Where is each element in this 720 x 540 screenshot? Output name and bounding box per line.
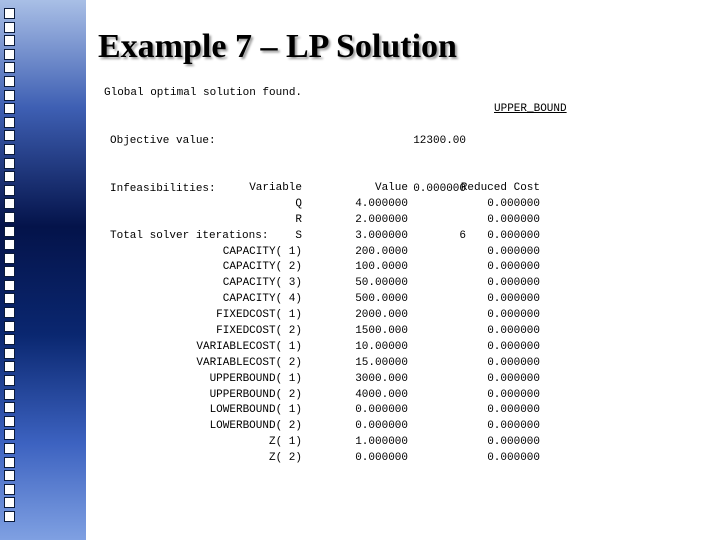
value-cell: 500.0000 — [355, 293, 408, 306]
reduced-cost-cell: 0.000000 — [487, 340, 540, 353]
objective-label: Objective value: — [110, 134, 216, 147]
decorative-square — [4, 198, 15, 209]
decorative-square-column — [4, 8, 20, 525]
reduced-cost-cell: 0.000000 — [487, 356, 540, 369]
decorative-square — [4, 293, 15, 304]
variable-cell: CAPACITY( 4) — [222, 293, 302, 306]
reduced-cost-cell: 0.000000 — [487, 325, 540, 338]
decorative-square — [4, 334, 15, 345]
value-cell: 0.000000 — [355, 452, 408, 465]
decorative-square — [4, 22, 15, 33]
variable-cell: Z( 1) — [268, 436, 302, 449]
value-cell: 2000.000 — [355, 309, 408, 322]
reduced-cost-header: Reduced Cost — [460, 182, 540, 194]
variable-cell: FIXEDCOST( 2) — [216, 325, 302, 338]
reduced-cost-cell: 0.000000 — [487, 452, 540, 465]
infeasibilities-value: 0.000000 — [413, 182, 466, 195]
value-cell: 2.000000 — [355, 213, 408, 226]
variable-cell: CAPACITY( 2) — [222, 261, 302, 274]
decorative-square — [4, 212, 15, 223]
reduced-cost-cell: 0.000000 — [487, 309, 540, 322]
reduced-cost-column — [440, 181, 540, 467]
decorative-square — [4, 321, 15, 332]
variable-cell: CAPACITY( 3) — [222, 277, 302, 290]
decorative-square — [4, 8, 15, 19]
variable-cell: UPPERBOUND( 1) — [209, 372, 302, 385]
decorative-square — [4, 348, 15, 359]
decorative-square — [4, 130, 15, 141]
value-cell: 15.00000 — [355, 356, 408, 369]
variable-cell: VARIABLECOST( 2) — [196, 356, 302, 369]
decorative-square — [4, 280, 15, 291]
reduced-cost-cell: 0.000000 — [487, 436, 540, 449]
decorative-square — [4, 266, 15, 277]
objective-value: 12300.00 — [413, 134, 466, 147]
variable-cell: R — [295, 213, 302, 226]
reduced-cost-cell: 0.000000 — [487, 197, 540, 210]
variable-cell: LOWERBOUND( 1) — [209, 404, 302, 417]
variable-cell: Q — [295, 197, 302, 210]
decorative-square — [4, 158, 15, 169]
decorative-square — [4, 497, 15, 508]
decorative-square — [4, 239, 15, 250]
value-header: Value — [374, 182, 408, 194]
solver-status: Global optimal solution found. — [104, 87, 303, 99]
reduced-cost-cell: 0.000000 — [487, 277, 540, 290]
value-cell: 0.000000 — [355, 404, 408, 417]
reduced-cost-cell: 0.000000 — [487, 293, 540, 306]
decorative-square — [4, 361, 15, 372]
reduced-cost-cell: 0.000000 — [487, 229, 540, 242]
infeasibilities-label: Infeasibilities: — [110, 182, 216, 195]
decorative-square — [4, 511, 15, 522]
decorative-square — [4, 457, 15, 468]
variable-column — [160, 181, 302, 467]
reduced-cost-cell: 0.000000 — [487, 404, 540, 417]
decorative-square — [4, 226, 15, 237]
decorative-square — [4, 253, 15, 264]
decorative-square — [4, 470, 15, 481]
reduced-cost-cell: 0.000000 — [487, 388, 540, 401]
value-cell: 10.00000 — [355, 340, 408, 353]
decorative-square — [4, 62, 15, 73]
decorative-square — [4, 117, 15, 128]
decorative-square — [4, 171, 15, 182]
variable-cell: VARIABLECOST( 1) — [196, 340, 302, 353]
decorative-square — [4, 402, 15, 413]
variable-cell: CAPACITY( 1) — [222, 245, 302, 258]
reduced-cost-cell: 0.000000 — [487, 261, 540, 274]
decorative-square — [4, 375, 15, 386]
value-cell: 3000.000 — [355, 372, 408, 385]
value-cell: 4000.000 — [355, 388, 408, 401]
variable-header: Variable — [249, 182, 302, 194]
variable-cell: Z( 2) — [268, 452, 302, 465]
value-cell: 200.0000 — [355, 245, 408, 258]
value-cell: 3.000000 — [355, 229, 408, 242]
value-cell: 0.000000 — [355, 420, 408, 433]
reduced-cost-cell: 0.000000 — [487, 213, 540, 226]
upper-bound-note: UPPER_BOUND — [494, 103, 567, 115]
value-column — [340, 181, 408, 467]
value-cell: 100.0000 — [355, 261, 408, 274]
decorative-square — [4, 103, 15, 114]
iterations-label: Total solver iterations: — [110, 230, 269, 243]
decorative-square — [4, 90, 15, 101]
variable-cell: LOWERBOUND( 2) — [209, 420, 302, 433]
decorative-square — [4, 389, 15, 400]
slide-sidebar — [0, 0, 86, 540]
iterations-value: 6 — [459, 230, 466, 243]
decorative-square — [4, 443, 15, 454]
decorative-square — [4, 307, 15, 318]
value-cell: 50.00000 — [355, 277, 408, 290]
variable-cell: S — [295, 229, 302, 242]
reduced-cost-cell: 0.000000 — [487, 420, 540, 433]
value-cell: 1.000000 — [355, 436, 408, 449]
value-cell: 1500.000 — [355, 325, 408, 338]
decorative-square — [4, 35, 15, 46]
decorative-square — [4, 416, 15, 427]
reduced-cost-cell: 0.000000 — [487, 245, 540, 258]
variable-cell: FIXEDCOST( 1) — [216, 309, 302, 322]
decorative-square — [4, 49, 15, 60]
decorative-square — [4, 429, 15, 440]
value-cell: 4.000000 — [355, 197, 408, 210]
slide-title: Example 7 – LP Solution — [98, 28, 457, 65]
decorative-square — [4, 144, 15, 155]
reduced-cost-cell: 0.000000 — [487, 372, 540, 385]
decorative-square — [4, 185, 15, 196]
decorative-square — [4, 76, 15, 87]
decorative-square — [4, 484, 15, 495]
variable-cell: UPPERBOUND( 2) — [209, 388, 302, 401]
